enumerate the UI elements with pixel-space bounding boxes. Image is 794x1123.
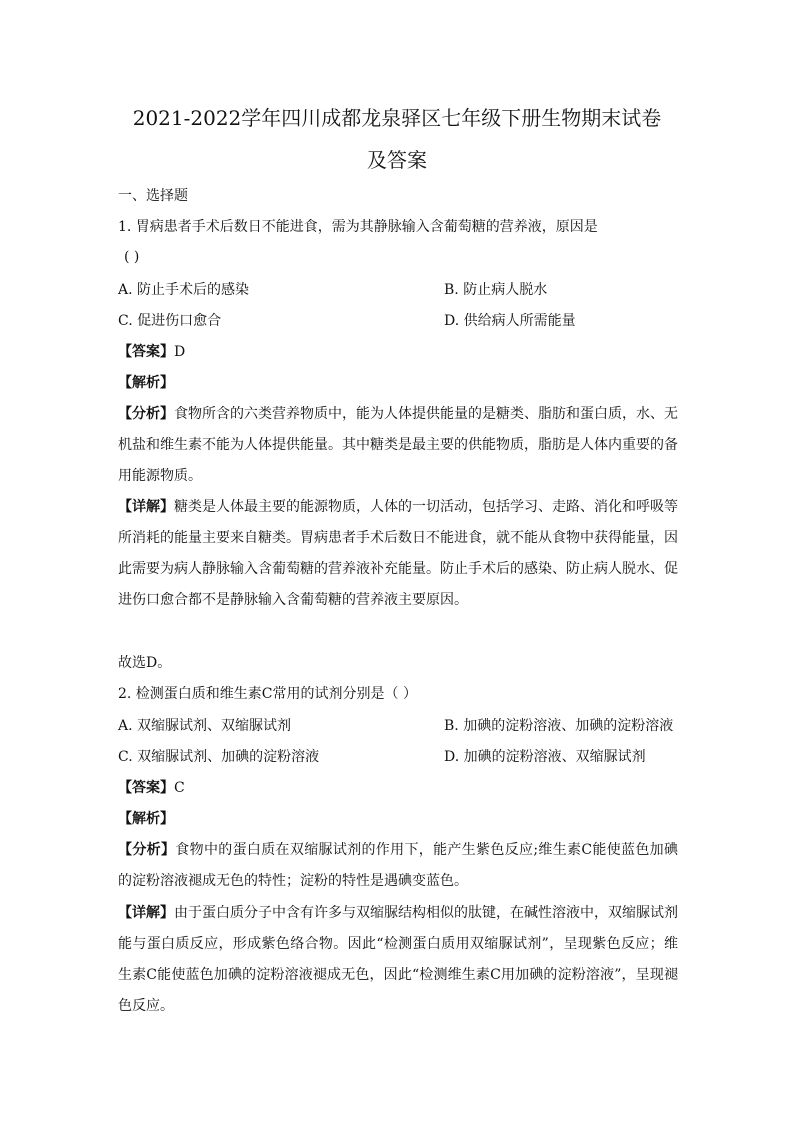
q1-stem: 1. 胃病患者手术后数日不能进食，需为其静脉输入含葡萄糖的营养液，原因是: [118, 219, 598, 235]
q1-blank: ( ): [124, 249, 140, 265]
q1-answer-value: D: [174, 344, 186, 360]
q2-fenxi-label: 【分析】: [118, 842, 176, 858]
q2-option-a: A. 双缩脲试剂、双缩脲试剂: [118, 718, 292, 734]
q2-fenxi-paragraph: [118, 835, 678, 897]
q2-option-c: C. 双缩脲试剂、加碘的淀粉溶液: [118, 749, 320, 765]
document-title-line-1: 2021-2022学年四川成都龙泉驿区七年级下册生物期末试卷: [132, 106, 662, 130]
q1-option-c: C. 促进伤口愈合: [118, 313, 222, 329]
q1-answer-label: 【答案】: [118, 344, 174, 360]
q1-xiangjie-label: 【详解】: [118, 499, 174, 515]
q1-xiangjie-text: 糖类是人体最主要的能源物质，人体的一切活动，包括学习、走路、消化和呼吸等所消耗的能量主要来自糖类。胃病患者手术后数日不能进食，就不能从食物中获得能量，因此需要为病人静脉输入含葡萄糖的营养液补充能量。防止手术后的感染、防止病人脱水、促进伤口愈合都不是静脉输入含葡萄糖的营养液主要原因。: [118, 499, 678, 608]
q2-option-b: B. 加碘的淀粉溶液、加碘的淀粉溶液: [444, 718, 674, 734]
q1-fenxi-label: 【分析】: [118, 406, 174, 422]
q1-answer: [118, 343, 185, 361]
q2-xiangjie-text: 由于蛋白质分子中含有许多与双缩脲结构相似的肽键，在碱性溶液中，双缩脲试剂能与蛋白质反应，形成紫色络合物。因此“检测蛋白质用双缩脲试剂”，呈现紫色反应；维生素C能使蓝色加碘的淀粉溶液褪成无色，因此“检测维生素C用加碘的淀粉溶液”，呈现褪色反应。: [118, 905, 678, 1014]
q1-analysis-label: 【解析】: [118, 375, 174, 391]
section-heading: 一、选择题: [118, 188, 188, 204]
q2-answer-value: C: [174, 780, 185, 796]
document-title-line-2: 及答案: [367, 148, 427, 172]
q2-fenxi-text: 食物中的蛋白质在双缩脲试剂的作用下，能产生紫色反应;维生素C能使蓝色加碘的淀粉溶液褪成无色的特性；淀粉的特性是遇碘变蓝色。: [118, 842, 678, 889]
q1-fenxi-paragraph: [118, 399, 678, 492]
q2-answer: [118, 779, 185, 797]
q2-xiangjie-label: 【详解】: [118, 905, 174, 921]
q1-option-d: D. 供给病人所需能量: [444, 313, 576, 329]
q1-fenxi-text: 食物所含的六类营养物质中，能为人体提供能量的是糖类、脂肪和蛋白质，水、无机盐和维生素不能为人体提供能量。其中糖类是最主要的供能物质，脂肪是人体内重要的备用能源物质。: [118, 406, 678, 484]
q2-analysis-label: 【解析】: [118, 811, 174, 827]
q2-option-d: D. 加碘的淀粉溶液、双缩脲试剂: [444, 749, 646, 765]
q2-stem: 2. 检测蛋白质和维生素C常用的试剂分别是（ ）: [118, 686, 417, 702]
q1-option-a: A. 防止手术后的感染: [118, 282, 250, 298]
q1-conclusion: 故选D。: [118, 655, 172, 671]
q2-answer-label: 【答案】: [118, 780, 174, 796]
q1-option-b: B. 防止病人脱水: [444, 282, 548, 298]
q2-xiangjie-paragraph: [118, 898, 678, 1022]
q1-xiangjie-paragraph: [118, 492, 678, 616]
